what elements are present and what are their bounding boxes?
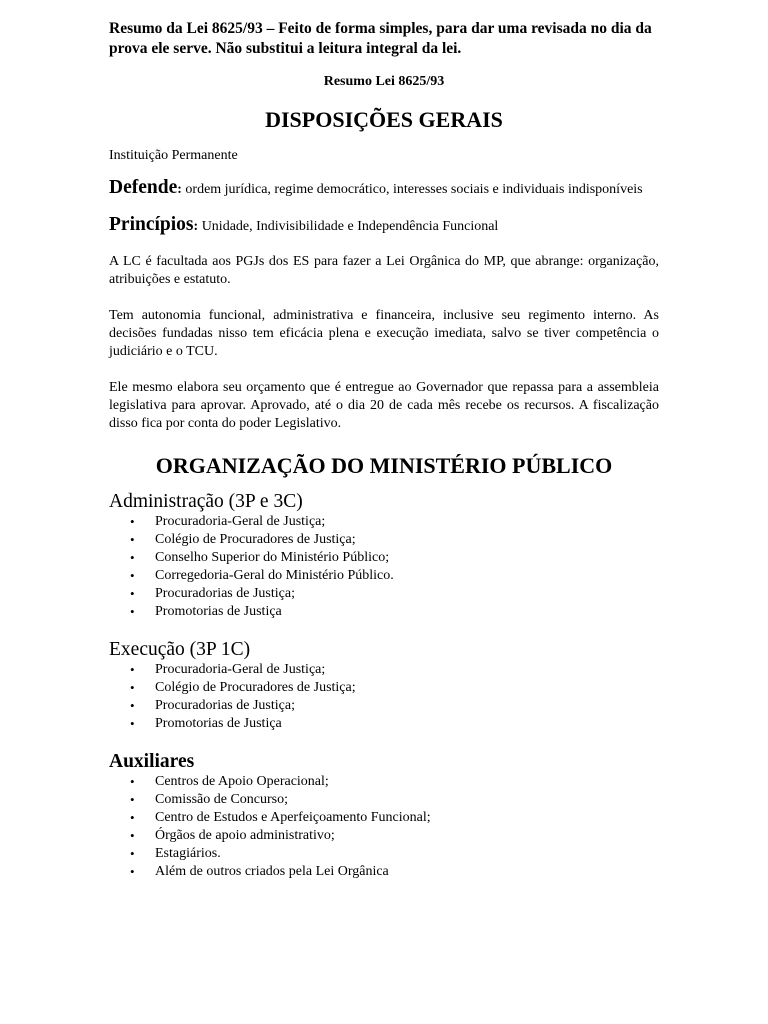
list-administracao <box>109 513 659 621</box>
bullet-icon: • <box>130 846 135 861</box>
list-item <box>109 531 659 549</box>
group-title-auxiliares: Auxiliares <box>109 751 195 772</box>
list-item-text: Procuradoria-Geral de Justiça; <box>155 662 326 677</box>
list-item-text: Centro de Estudos e Aperfeiçoamento Funcional; <box>155 810 431 825</box>
list-item <box>109 585 659 603</box>
list-item <box>109 679 659 697</box>
list-item <box>109 809 659 827</box>
bullet-icon: • <box>130 828 135 843</box>
paragraph-autonomia: Tem autonomia funcional, administrativa e financeira, inclusive seu regimento interno. As decisões fundadas nisso tem eficácia plena e execução imediata, salvo se tiver competência o judiciário e o TCU. <box>109 308 659 359</box>
defende-text: ordem jurídica, regime democrático, interesses sociais e individuais indisponíveis <box>181 182 643 197</box>
defende-line <box>109 179 659 198</box>
principios-term: Princípios <box>109 214 194 235</box>
list-item <box>109 549 659 567</box>
principios-text: Unidade, Indivisibilidade e Independência Funcional <box>198 219 499 234</box>
list-item <box>109 567 659 585</box>
section-title-organizacao: ORGANIZAÇÃO DO MINISTÉRIO PÚBLICO <box>155 453 613 478</box>
bullet-icon: • <box>130 532 135 547</box>
bullet-icon: • <box>130 604 135 619</box>
list-item <box>109 773 659 791</box>
bullet-icon: • <box>130 680 135 695</box>
list-item-text: Colégio de Procuradores de Justiça; <box>155 532 356 547</box>
defende-term: Defende <box>109 177 178 198</box>
list-item-text: Órgãos de apoio administrativo; <box>155 828 335 843</box>
bullet-icon: • <box>130 810 135 825</box>
list-item <box>109 845 659 863</box>
list-item-text: Conselho Superior do Ministério Público; <box>155 550 390 565</box>
list-item-text: Colégio de Procuradores de Justiça; <box>155 680 356 695</box>
bullet-icon: • <box>130 716 135 731</box>
document-page <box>109 19 659 881</box>
section-title-disposicoes-gerais: DISPOSIÇÕES GERAIS <box>265 107 503 132</box>
list-item-text: Promotorias de Justiça <box>155 604 282 619</box>
list-item <box>109 715 659 733</box>
principios-line <box>109 216 659 235</box>
list-item <box>109 863 659 881</box>
bullet-icon: • <box>130 864 135 879</box>
bullet-icon: • <box>130 698 135 713</box>
list-item <box>109 697 659 715</box>
list-item-text: Procuradorias de Justiça; <box>155 586 295 601</box>
list-auxiliares <box>109 773 659 881</box>
list-item-text: Promotorias de Justiça <box>155 716 282 731</box>
group-title-execucao: Execução (3P 1C) <box>109 639 251 660</box>
institution-line: Instituição Permanente <box>109 148 238 163</box>
list-item-text: Além de outros criados pela Lei Orgânica <box>155 864 389 879</box>
list-item-text: Centros de Apoio Operacional; <box>155 774 329 789</box>
bullet-icon: • <box>130 568 135 583</box>
bullet-icon: • <box>130 514 135 529</box>
list-item <box>109 603 659 621</box>
document-subtitle: Resumo Lei 8625/93 <box>323 74 445 89</box>
bullet-icon: • <box>130 792 135 807</box>
paragraph-lei-organica: A LC é facultada aos PGJs dos ES para fazer a Lei Orgânica do MP, que abrange: organização, atribuições e estatuto. <box>109 254 659 287</box>
bullet-icon: • <box>130 586 135 601</box>
group-title-administracao: Administração (3P e 3C) <box>109 491 303 512</box>
list-item <box>109 827 659 845</box>
list-item-text: Comissão de Concurso; <box>155 792 288 807</box>
bullet-icon: • <box>130 662 135 677</box>
list-item-text: Estagiários. <box>155 846 221 861</box>
defende-colon: : <box>177 182 182 197</box>
principios-colon: : <box>193 219 199 234</box>
paragraph-orcamento: Ele mesmo elabora seu orçamento que é entregue ao Governador que repassa para a assembleia legislativa para aprovar. Aprovado, até o dia 20 de cada mês recebe os recursos. A fiscalização disso fica por conta do poder Legislativo. <box>109 380 659 431</box>
list-item <box>109 791 659 809</box>
list-item-text: Corregedoria-Geral do Ministério Público. <box>155 568 394 583</box>
bullet-icon: • <box>130 774 135 789</box>
list-item-text: Procuradorias de Justiça; <box>155 698 295 713</box>
list-item <box>109 513 659 531</box>
intro-note: Resumo da Lei 8625/93 – Feito de forma simples, para dar uma revisada no dia da prova ele serve. Não substitui a leitura integral da lei. <box>109 20 652 57</box>
list-item <box>109 661 659 679</box>
list-execucao <box>109 661 659 733</box>
list-item-text: Procuradoria-Geral de Justiça; <box>155 514 326 529</box>
bullet-icon: • <box>130 550 135 565</box>
